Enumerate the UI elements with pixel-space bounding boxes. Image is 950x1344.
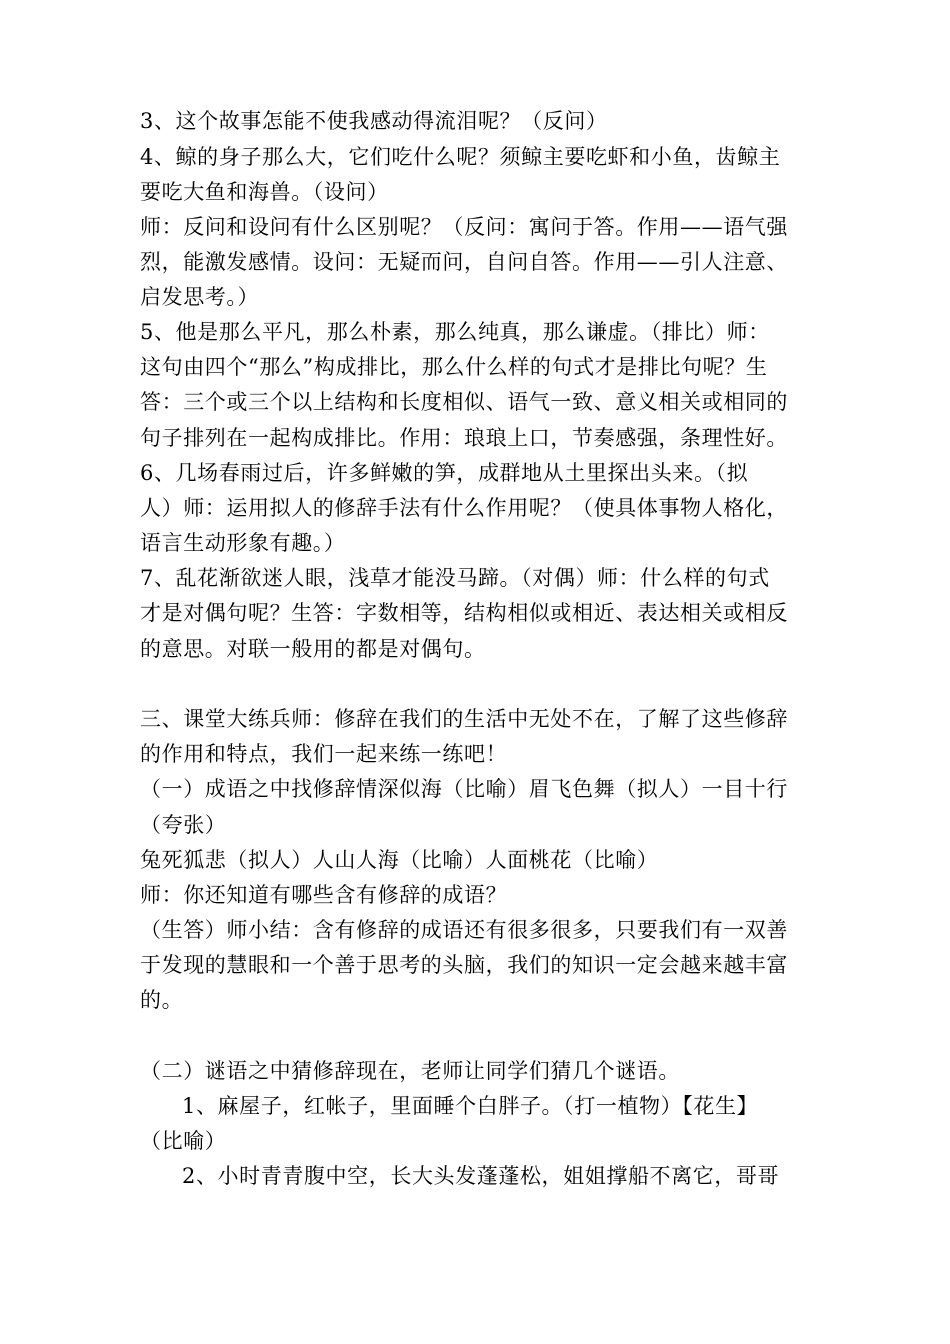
text-line: 才是对偶句呢？生答：字数相等，结构相似或相近、表达相关或相反 (140, 601, 788, 625)
text-line: 1、麻屋子，红帐子，里面睡个白胖子。（打一植物）【花生】 (182, 1094, 759, 1118)
text-line: （夸张） (140, 813, 227, 837)
text-line: （二）谜语之中猜修辞现在，老师让同学们猜几个谜语。 (140, 1059, 680, 1083)
text-line: 句子排列在一起构成排比。作用：琅琅上口，节奏感强，条理性好。 (140, 426, 788, 450)
text-line: 要吃大鱼和海兽。（设问） (140, 180, 389, 204)
text-line: （生答）师小结：含有修辞的成语还有很多很多，只要我们有一双善 (140, 918, 788, 942)
text-line: 这句由四个“那么”构成排比，那么什么样的句式才是排比句呢？生 (140, 355, 768, 379)
text-line: 5、他是那么平凡，那么朴素，那么纯真，那么谦虚。（排比）师： (140, 320, 770, 344)
text-line: 烈，能激发感情。设问：无疑而问，自问自答。作用——引人注意、 (140, 250, 788, 274)
text-line: （一）成语之中找修辞情深似海（比喻）眉飞色舞（拟人）一目十行 (140, 777, 788, 801)
text-line: 的作用和特点，我们一起来练一练吧！ (140, 742, 508, 766)
text-line: 答：三个或三个以上结构和长度相似、语气一致、意义相关或相同的 (140, 390, 788, 414)
text-line: 3、这个故事怎能不使我感动得流泪呢？（反问） (140, 109, 608, 133)
text-line: 4、鲸的身子那么大，它们吃什么呢？须鲸主要吃虾和小鱼，齿鲸主 (140, 145, 781, 169)
text-line: 师：反问和设问有什么区别呢？（反问：寓问于答。作用——语气强 (140, 215, 788, 239)
text-line: 语言生动形象有趣。） (140, 531, 346, 555)
section-heading: 三、课堂大练兵师：修辞在我们的生活中无处不在，了解了这些修辞 (140, 707, 788, 731)
text-line: 师：你还知道有哪些含有修辞的成语？ (140, 883, 508, 907)
text-line: （比喻） (140, 1129, 227, 1153)
text-line: 人）师：运用拟人的修辞手法有什么作用呢？（使具体事物人格化， (140, 496, 788, 520)
text-line: 的意思。对联一般用的都是对偶句。 (140, 637, 486, 661)
text-line: 6、几场春雨过后，许多鲜嫩的笋，成群地从土里探出头来。（拟 (140, 461, 749, 485)
text-line: 启发思考。） (140, 285, 260, 309)
text-line: 2、小时青青腹中空，长大头发蓬蓬松，姐姐撑船不离它，哥哥 (182, 1164, 780, 1188)
text-line: 于发现的慧眼和一个善于思考的头脑，我们的知识一定会越来越丰富 (140, 953, 788, 977)
text-line: 的。 (140, 988, 184, 1012)
text-line: 兔死狐悲（拟人）人山人海（比喻）人面桃花（比喻） (140, 848, 659, 872)
text-line: 7、乱花渐欲迷人眼，浅草才能没马蹄。（对偶）师：什么样的句式 (140, 566, 770, 590)
